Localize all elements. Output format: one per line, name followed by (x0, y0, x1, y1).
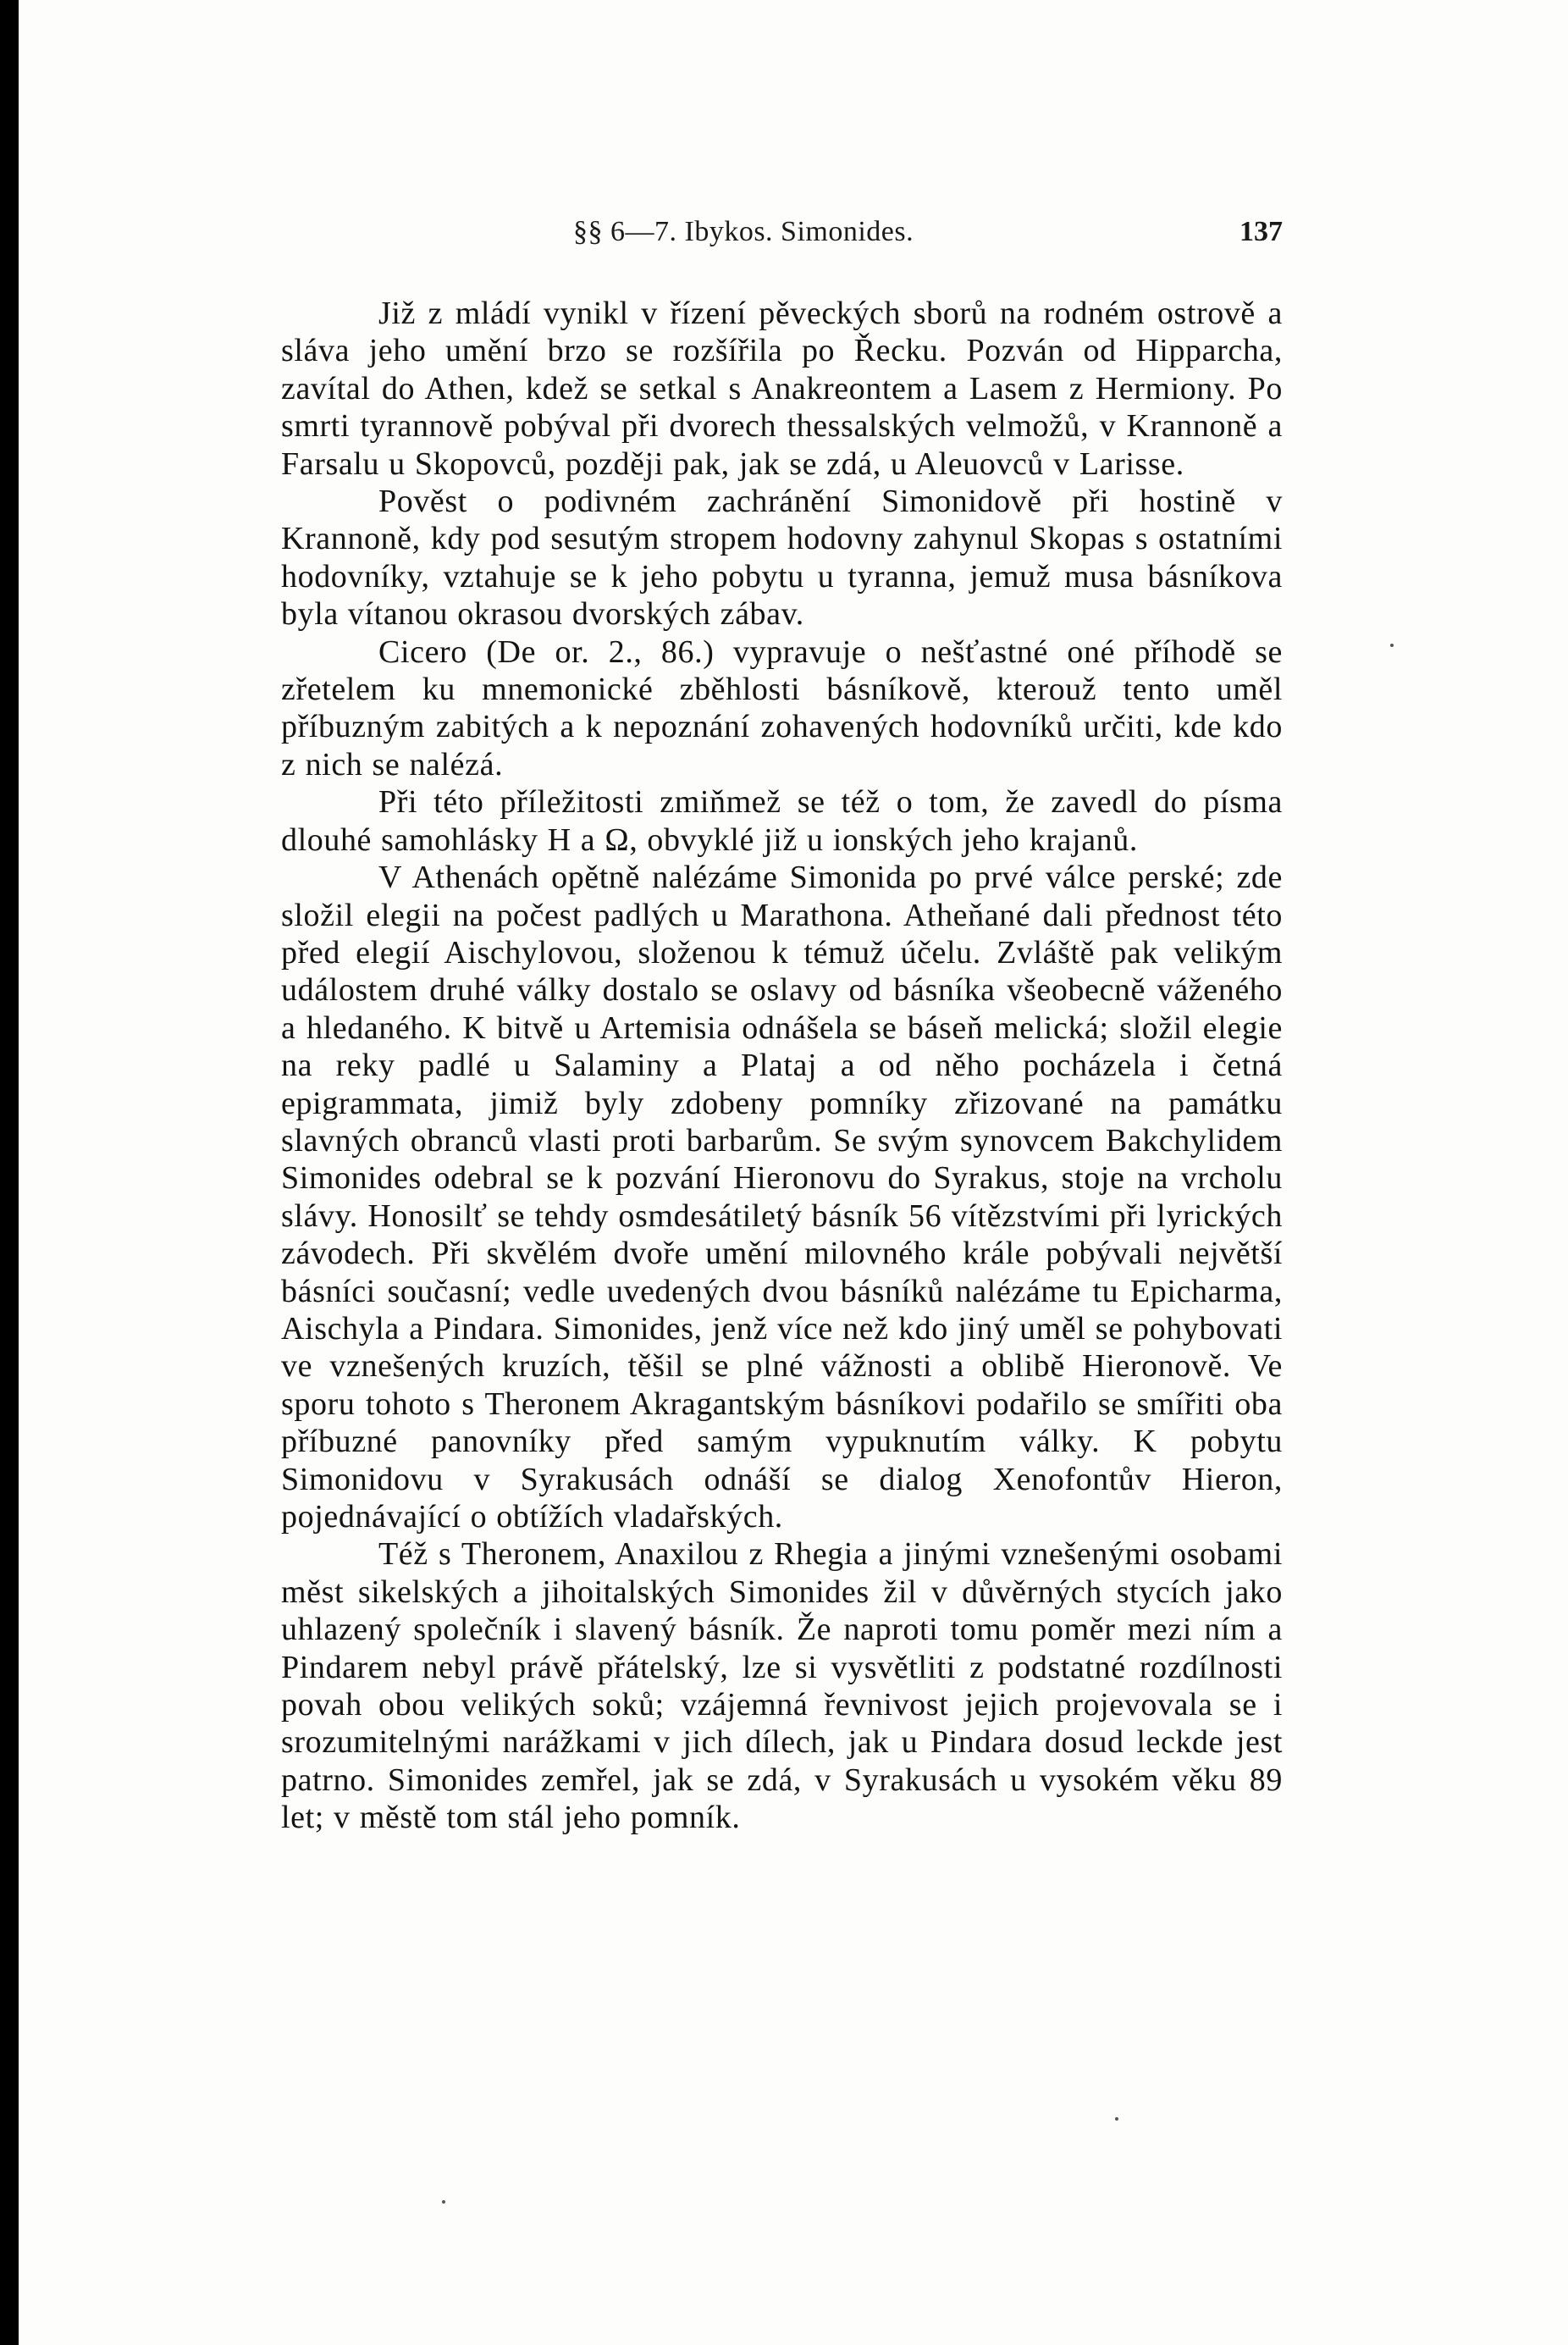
paper-speck (442, 2200, 445, 2204)
body-text (281, 295, 1283, 1837)
running-title: §§ 6—7. Ibykos. Simonides. (573, 216, 914, 247)
paper-speck (1390, 644, 1394, 647)
paragraph: V Athenách opětně nalézáme Simonida po prvé válce perské; zde složil elegii na počest padlých u Marathona. Atheňané dali přednost této před elegií Aischylovou, složenou k témuž účelu. Zvláště pak velikým událostem druhé války dostalo se oslavy od básníka všeobecně váženého a hledaného. K bitvě u Artemisia odnášela se báseň melická; složil elegie na reky padlé u Salaminy a Plataj a od něho pocházela i četná epigrammata, jimiž byly zdobeny pomníky zřizované na památku slavných obranců vlasti proti barbarům. Se svým synovcem Bakchylidem Simonides odebral se k pozvání Hieronovu do Syrakus, stoje na vrcholu slávy. Honosilť se tehdy osmdesátiletý básník 56 vítězstvími při lyrických závodech. Při skvělém dvoře umění milovného krále pobývali největší básníci současní; vedle uvedených dvou básníků nalézáme tu Epicharma, Aischyla a Pindara. Simonides, jenž více než kdo jiný uměl se pohybovati ve vznešených kruzích, těšil se plné vážnosti a oblibě Hieronově. Ve sporu tohoto s Theronem Akragantským básníkovi podařilo se smířiti oba příbuzné panovníky před samým vypuknutím války. K pobytu Simonidovu v Syrakusách odnáší se dialog Xenofontův Hieron, pojednávající o obtížích vladařských. (281, 860, 1283, 1535)
paragraph: Při této příležitosti zmiňmež se též o tom, že zavedl do písma dlouhé samohlásky H a Ω, obvyklé již u ionských jeho krajanů. (281, 784, 1283, 858)
paragraph: Pověst o podivném zachránění Simonidově při hostině v Krannoně, kdy pod sesutým stropem hodovny zahynul Skopas s ostatními hodovníky, vztahuje se k jeho pobytu u tyranna, jemuž musa básníkova byla vítanou okrasou dvorských zábav. (281, 484, 1283, 633)
paragraph: Již z mládí vynikl v řízení pěveckých sborů na rodném ostrově a sláva jeho umění brzo se rozšířila po Řecku. Pozván od Hipparcha, zavítal do Athen, kdež se setkal s Anakreontem a Lasem z Hermiony. Po smrti tyrannově pobýval při dvorech thessalských velmožů, v Krannoně a Farsalu u Skopovců, později pak, jak se zdá, u Aleuovců v Larisse. (281, 296, 1283, 482)
paragraph: Též s Theronem, Anaxilou z Rhegia a jinými vznešenými osobami měst sikelských a jihoitalských Simonides žil v důvěrných stycích jako uhlazený společník i slavený básník. Že naproti tomu poměr mezi ním a Pindarem nebyl právě přátelský, lze si vysvětliti z podstatné rozdílnosti povah obou velikých soků; vzájemná řevnivost jejich projevovala se i srozumitelnými narážkami v jich dílech, jak u Pindara dosud leckde jest patrno. Simonides zemřel, jak se zdá, v Syrakusách u vysokém věku 89 let; v městě tom stál jeho pomník. (281, 1536, 1283, 1836)
paragraph: Cicero (De or. 2., 86.) vypravuje o nešťastné oné příhodě se zřetelem ku mnemonické zběhlosti básníkově, kterouž tento uměl příbuzným zabitých a k nepoznání zohavených hodovníků určiti, kde kdo z nich se nalézá. (281, 633, 1283, 783)
paper-speck (1115, 2117, 1118, 2121)
page-header (573, 216, 1283, 258)
page-number: 137 (1239, 216, 1283, 247)
book-page (19, 0, 1568, 2345)
